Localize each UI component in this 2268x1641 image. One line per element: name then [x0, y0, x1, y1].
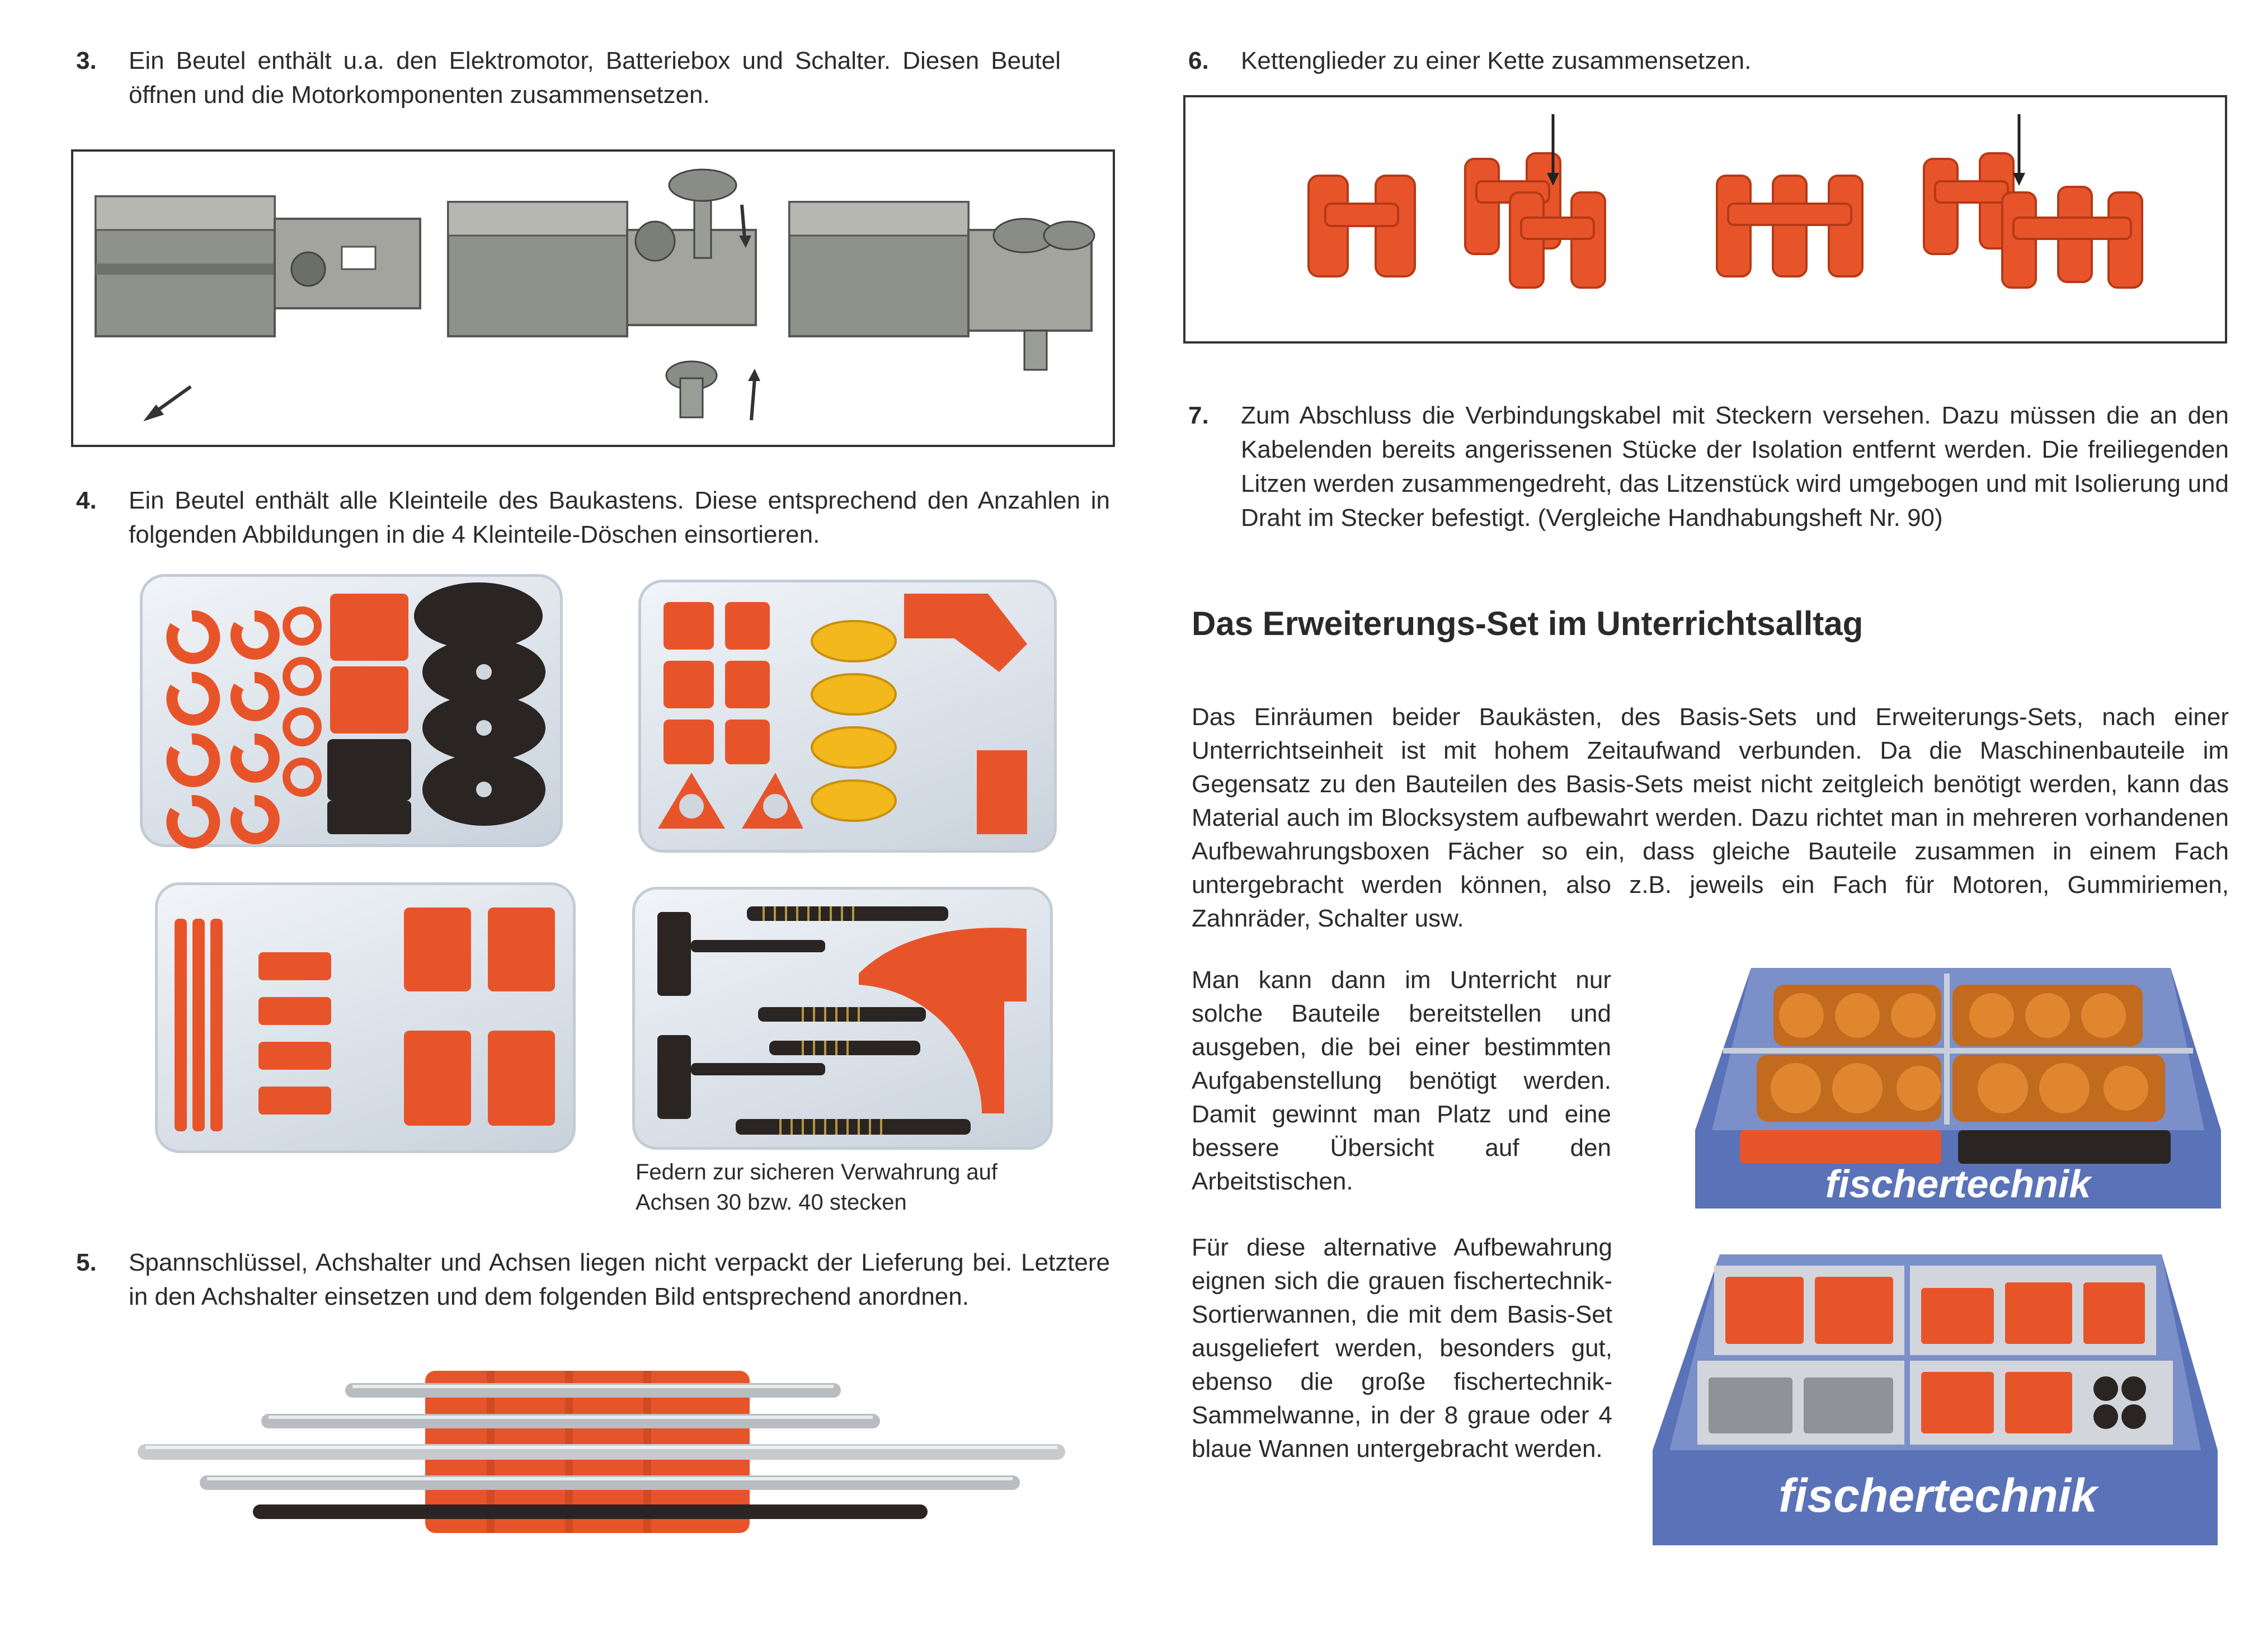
section-paragraph-3: Für diese alternative Aufbewahrung eignen sich die grauen fischertechnik-Sortierwannen, die mit dem Basis-Set ausgeliefert werden, besonders gut, ebenso die große fischertechnik-Sammelwanne, in der 8 graue oder 4 blaue Wannen untergebracht werden.: [1192, 1234, 1612, 1463]
step-text: Spannschlüssel, Achshalter und Achsen liegen nicht verpackt der Lieferung bei. Letztere in den Achshalter einsetzen und dem folgenden Bild entsprechend anordnen.: [129, 1249, 1110, 1310]
step-text: Zum Abschluss die Verbindungskabel mit Steckern versehen. Dazu müssen die an den Kabelenden bereits angerissenen Stücke der Isolation entfernt werden. Die freiliegenden Litzen werden zusammengedreht, das Litzenstück wird umgebogen und mit Isolierung und Draht im Stecker befestigt. (Vergleiche Handhabungsheft Nr. 90): [1241, 402, 2229, 532]
small-parts-tray-3: [155, 882, 576, 1153]
chain-link-single: [1309, 176, 1415, 276]
small-parts-tray-2: [638, 580, 1057, 853]
motor-stage-1: [96, 196, 420, 421]
step-text: Kettenglieder zu einer Kette zusammensetzen.: [1241, 47, 1752, 74]
step-number: 7.: [1188, 402, 1209, 429]
step-text: Ein Beutel enthält alle Kleinteile des Baukastens. Diese entsprechend den Anzahlen in folgenden Abbildungen in die 4 Kleinteile-Döschen einsortieren.: [129, 487, 1110, 548]
springs-caption: Federn zur sicheren Verwahrung auf Achsen 30 bzw. 40 stecken: [636, 1160, 998, 1215]
step-4: [76, 483, 1110, 552]
chain-links-joining: [1465, 153, 1605, 288]
section-paragraph-2: Man kann dann im Unterricht nur solche Bauteile bereitstellen und ausgeben, die bei einer bestimmten Aufgabenstellung benötigt werden. Damit gewinnt man Platz und eine bessere Übersicht auf den Arbeitstischen.: [1192, 966, 1611, 1195]
small-parts-tray-1: [140, 574, 563, 847]
step-number: 4.: [76, 487, 97, 514]
section-heading: Das Erweiterungs-Set im Unterrichtsalltag: [1192, 605, 1864, 642]
section-paragraph-1: Das Einräumen beider Baukästen, des Basis-Sets und Erweiterungs-Sets, nach einer Unterrichtseinheit ist mit hohem Zeitaufwand verbunden. Da die Maschinenbauteile im Gegensatz zu den Bauteilen des Basis-Sets meist nicht zeitgleich benötigt werden, kann das Material auch im Blocksystem aufbewahrt werden. Dazu richtet man in mehreren vorhandenen Aufbewahrungsboxen Fächer so ein, dass gleiche Bauteile zusammen in einem Fach untergebracht werden können, also z.B. jeweils ein Fach für Motoren, Gummiriemen, Zahnräder, Schalter usw.: [1192, 703, 2229, 932]
brand-logo-1: fischertechnik: [1825, 1162, 2091, 1206]
sorting-box-photo-2: [1647, 1249, 2227, 1551]
small-parts-tray-4: [632, 887, 1053, 1150]
step-number: 3.: [76, 47, 97, 74]
step-text: Ein Beutel enthält u.a. den Elektromotor, Batteriebox und Schalter. Diesen Beutel öffnen und die Motorkomponenten zusammensetzen.: [129, 47, 1061, 109]
step-6: [1188, 44, 2218, 78]
chain-links-triple: [1924, 153, 2142, 288]
step-number: 6.: [1188, 47, 1209, 74]
step-3: [76, 44, 1061, 112]
step-5: [76, 1245, 1110, 1314]
step-7: [1188, 398, 2229, 535]
motor-assembly-figure: [71, 149, 1115, 447]
axle-holder-figure: [140, 1365, 1069, 1544]
chain-links-joined: [1717, 176, 1862, 276]
motor-stage-3: [789, 202, 1094, 370]
motor-stage-2: [448, 170, 760, 420]
brand-logo-2: fischertechnik: [1778, 1469, 2097, 1522]
step-number: 5.: [76, 1249, 97, 1276]
chain-links-figure: [1183, 95, 2227, 344]
sorting-box-photo-1: [1690, 962, 2227, 1214]
